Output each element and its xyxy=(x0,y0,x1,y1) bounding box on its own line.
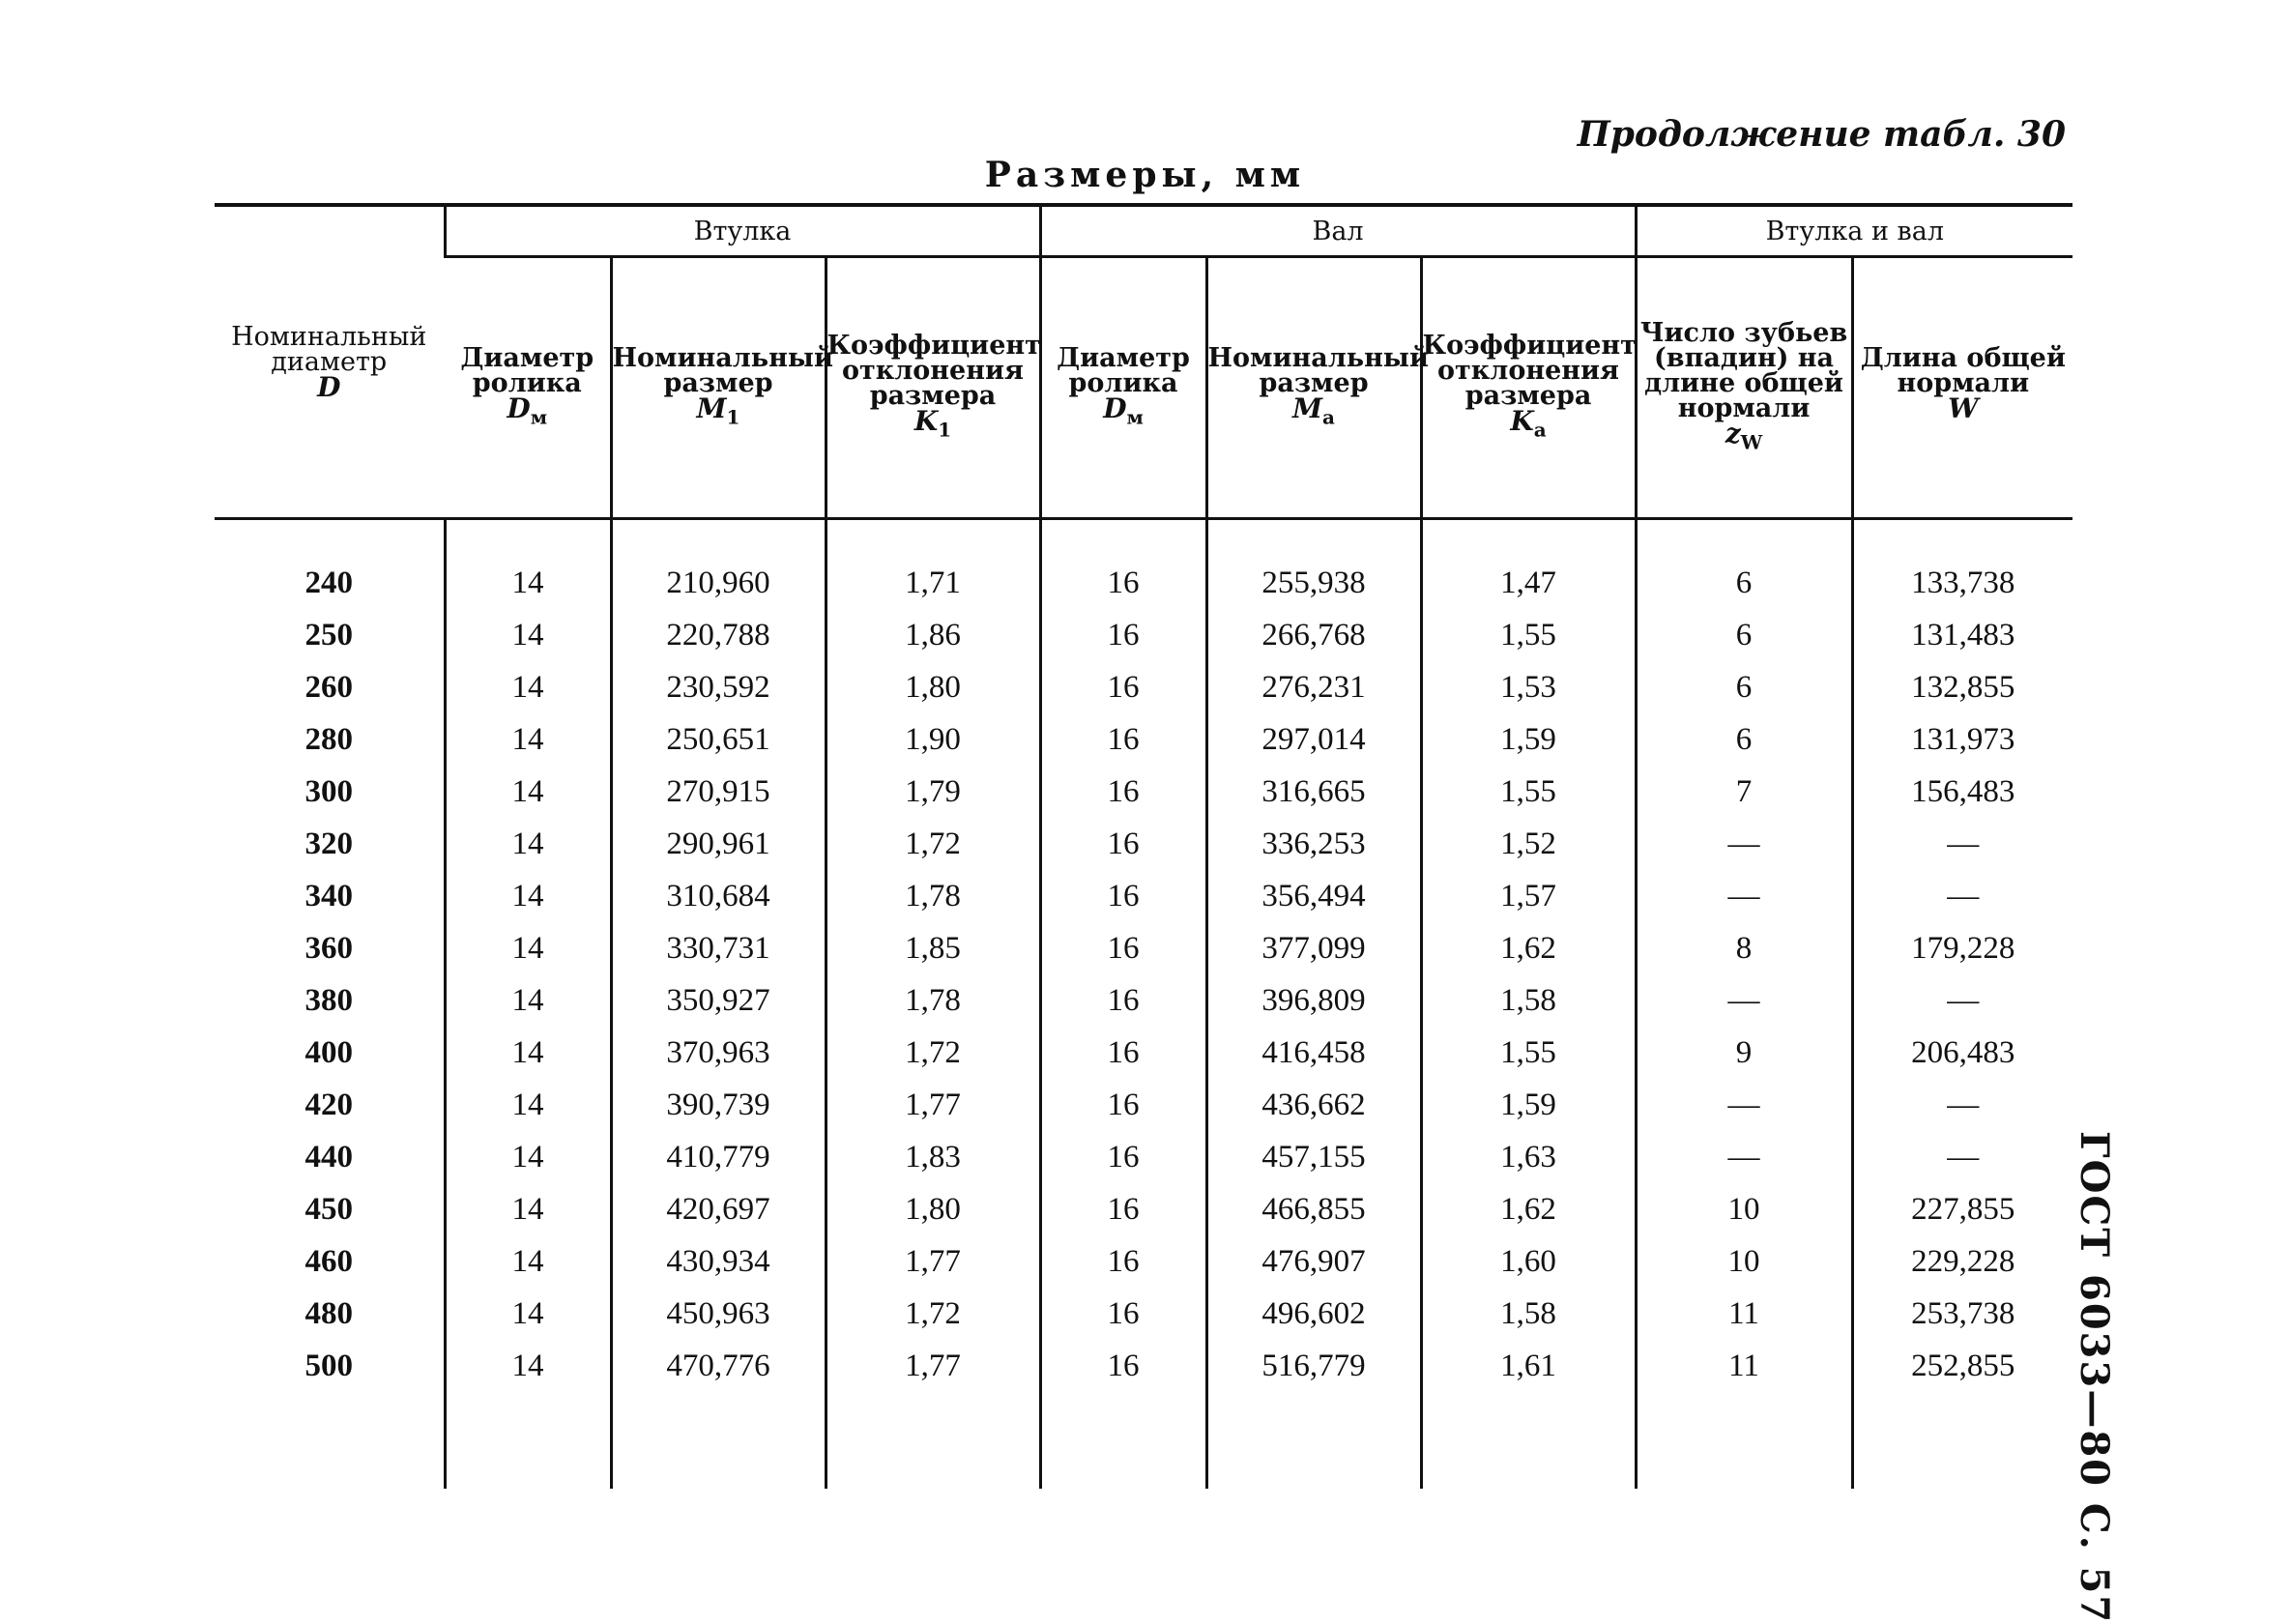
cell-roller-diameter-shaft: 16 xyxy=(1040,1288,1206,1340)
cell-deviation-coef-shaft: 1,55 xyxy=(1421,1027,1636,1079)
header-label: Число зубьев (впадин) на длине общей нормали xyxy=(1639,317,1848,423)
cell-common-normal-length: 133,738 xyxy=(1852,519,2073,610)
header-label: Коэффициент отклонения размера xyxy=(1422,330,1637,411)
cell-roller-diameter-shaft: 16 xyxy=(1040,974,1206,1027)
cell-roller-diameter-shaft: 16 xyxy=(1040,661,1206,713)
cell-deviation-coef-shaft: 1,58 xyxy=(1421,1288,1636,1340)
symbol-subscript: м xyxy=(1126,405,1144,429)
empty-cell xyxy=(1040,1392,1206,1489)
cell-common-normal-length: — xyxy=(1852,870,2073,922)
cell-common-normal-length: 229,228 xyxy=(1852,1235,2073,1288)
table-row xyxy=(215,922,2073,974)
table-bottom-spacer xyxy=(215,1392,2073,1489)
cell-deviation-coef-shaft: 1,55 xyxy=(1421,609,1636,661)
cell-teeth-count: 11 xyxy=(1636,1340,1852,1392)
header-nominal-diameter xyxy=(215,205,445,519)
cell-common-normal-length: 253,738 xyxy=(1852,1288,2073,1340)
header-symbol xyxy=(613,392,825,430)
cell-deviation-coef-shaft: 1,57 xyxy=(1421,870,1636,922)
cell-roller-diameter-bushing: 14 xyxy=(445,1235,611,1288)
cell-deviation-coef-shaft: 1,62 xyxy=(1421,922,1636,974)
cell-nominal-size-shaft: 276,231 xyxy=(1206,661,1421,713)
cell-roller-diameter-bushing: 14 xyxy=(445,818,611,870)
cell-nominal-size-shaft: 356,494 xyxy=(1206,870,1421,922)
cell-common-normal-length: — xyxy=(1852,974,2073,1027)
cell-deviation-coef-shaft: 1,59 xyxy=(1421,713,1636,766)
cell-nominal-diameter: 500 xyxy=(304,1348,353,1383)
cell-nominal-size-shaft: 516,779 xyxy=(1206,1340,1421,1392)
cell-teeth-count: 9 xyxy=(1636,1027,1852,1079)
header-label: Диаметр ролика xyxy=(1057,342,1190,398)
cell-deviation-coef-shaft: 1,63 xyxy=(1421,1131,1636,1183)
cell-roller-diameter-bushing: 14 xyxy=(445,1340,611,1392)
symbol-letter: W xyxy=(1948,392,1979,424)
cell-nominal-size-shaft: 255,938 xyxy=(1206,519,1421,610)
cell-common-normal-length: — xyxy=(1852,1131,2073,1183)
cell-roller-diameter-bushing: 14 xyxy=(445,1027,611,1079)
cell-roller-diameter-shaft: 16 xyxy=(1040,519,1206,610)
cell-nominal-size-shaft: 416,458 xyxy=(1206,1027,1421,1079)
symbol-letter: D xyxy=(507,392,531,424)
table-title: Размеры, мм xyxy=(984,155,1306,195)
table-row xyxy=(215,1340,2073,1392)
header-label: Номинальный размер xyxy=(612,342,833,398)
cell-nominal-diameter: 460 xyxy=(304,1243,353,1279)
table-row xyxy=(215,519,2073,610)
cell-deviation-coef-bushing: 1,77 xyxy=(826,1340,1040,1392)
header-nominal-size-shaft xyxy=(1206,257,1429,519)
cell-deviation-coef-bushing: 1,72 xyxy=(826,1027,1040,1079)
header-roller-diameter-bushing xyxy=(445,257,611,519)
cell-common-normal-length: 156,483 xyxy=(1852,766,2073,818)
header-nominal-size-bushing xyxy=(611,257,833,519)
header-symbol xyxy=(1638,417,1851,455)
cell-roller-diameter-shaft: 16 xyxy=(1040,1183,1206,1235)
cell-nominal-size-shaft: 476,907 xyxy=(1206,1235,1421,1288)
header-nominal-diameter-label: Номинальный диаметр xyxy=(231,321,427,377)
cell-roller-diameter-bushing: 14 xyxy=(445,974,611,1027)
cell-roller-diameter-shaft: 16 xyxy=(1040,609,1206,661)
cell-roller-diameter-bushing: 14 xyxy=(445,870,611,922)
cell-teeth-count: 10 xyxy=(1636,1183,1852,1235)
table-continuation-note: Продолжение табл. 30 xyxy=(1577,114,2066,155)
cell-nominal-size-bushing: 290,961 xyxy=(611,818,826,870)
table-row xyxy=(215,974,2073,1027)
cell-common-normal-length: 206,483 xyxy=(1852,1027,2073,1079)
cell-deviation-coef-bushing: 1,77 xyxy=(826,1079,1040,1131)
cell-nominal-size-shaft: 316,665 xyxy=(1206,766,1421,818)
cell-nominal-size-bushing: 470,776 xyxy=(611,1340,826,1392)
cell-common-normal-length: 131,483 xyxy=(1852,609,2073,661)
cell-nominal-diameter: 320 xyxy=(304,826,353,861)
cell-roller-diameter-shaft: 16 xyxy=(1040,1079,1206,1131)
cell-roller-diameter-shaft: 16 xyxy=(1040,1131,1206,1183)
table-row xyxy=(215,1079,2073,1131)
cell-nominal-size-bushing: 420,697 xyxy=(611,1183,826,1235)
cell-deviation-coef-bushing: 1,86 xyxy=(826,609,1040,661)
cell-roller-diameter-shaft: 16 xyxy=(1040,870,1206,922)
header-roller-diameter-shaft xyxy=(1040,257,1206,519)
cell-nominal-diameter: 420 xyxy=(304,1087,353,1122)
cell-deviation-coef-bushing: 1,80 xyxy=(826,661,1040,713)
cell-nominal-diameter: 240 xyxy=(304,565,353,600)
cell-nominal-size-bushing: 450,963 xyxy=(611,1288,826,1340)
symbol-subscript: W xyxy=(1740,430,1763,454)
cell-deviation-coef-bushing: 1,72 xyxy=(826,818,1040,870)
table-row xyxy=(215,1183,2073,1235)
header-deviation-coef-bushing xyxy=(826,257,1040,519)
cell-common-normal-length: 252,855 xyxy=(1852,1340,2073,1392)
header-label: Диаметр ролика xyxy=(460,342,594,398)
table-row xyxy=(215,1235,2073,1288)
cell-teeth-count: — xyxy=(1636,818,1852,870)
cell-roller-diameter-bushing: 14 xyxy=(445,713,611,766)
cell-roller-diameter-shaft: 16 xyxy=(1040,922,1206,974)
empty-cell xyxy=(826,1392,1040,1489)
header-symbol xyxy=(1423,404,1635,443)
cell-nominal-size-shaft: 336,253 xyxy=(1206,818,1421,870)
cell-nominal-diameter: 280 xyxy=(304,721,353,757)
cell-nominal-diameter: 380 xyxy=(304,982,353,1018)
header-symbol xyxy=(445,392,610,430)
empty-cell xyxy=(1852,1392,2073,1489)
cell-nominal-size-shaft: 496,602 xyxy=(1206,1288,1421,1340)
header-symbol xyxy=(827,404,1039,443)
cell-roller-diameter-shaft: 16 xyxy=(1040,1235,1206,1288)
cell-deviation-coef-shaft: 1,58 xyxy=(1421,974,1636,1027)
dimensions-table xyxy=(215,203,2073,1489)
cell-nominal-size-bushing: 330,731 xyxy=(611,922,826,974)
cell-deviation-coef-bushing: 1,78 xyxy=(826,974,1040,1027)
cell-deviation-coef-shaft: 1,60 xyxy=(1421,1235,1636,1288)
cell-nominal-size-shaft: 377,099 xyxy=(1206,922,1421,974)
symbol-subscript: а xyxy=(1533,418,1547,442)
empty-cell xyxy=(215,1392,445,1489)
symbol-letter: M xyxy=(1292,392,1323,424)
cell-teeth-count: — xyxy=(1636,1079,1852,1131)
cell-nominal-size-bushing: 410,779 xyxy=(611,1131,826,1183)
cell-teeth-count: — xyxy=(1636,974,1852,1027)
table-row xyxy=(215,870,2073,922)
symbol-subscript: а xyxy=(1322,405,1335,429)
cell-deviation-coef-bushing: 1,90 xyxy=(826,713,1040,766)
cell-nominal-size-bushing: 390,739 xyxy=(611,1079,826,1131)
cell-nominal-size-shaft: 457,155 xyxy=(1206,1131,1421,1183)
table-row xyxy=(215,818,2073,870)
cell-nominal-diameter: 400 xyxy=(304,1034,353,1070)
header-symbol xyxy=(1042,392,1205,430)
cell-nominal-diameter: 480 xyxy=(304,1295,353,1331)
cell-deviation-coef-bushing: 1,80 xyxy=(826,1183,1040,1235)
cell-nominal-size-shaft: 266,768 xyxy=(1206,609,1421,661)
cell-roller-diameter-bushing: 14 xyxy=(445,1288,611,1340)
symbol-letter: D xyxy=(1103,392,1127,424)
cell-roller-diameter-shaft: 16 xyxy=(1040,1027,1206,1079)
table-row xyxy=(215,766,2073,818)
cell-common-normal-length: 131,973 xyxy=(1852,713,2073,766)
cell-nominal-size-bushing: 250,651 xyxy=(611,713,826,766)
cell-roller-diameter-bushing: 14 xyxy=(445,661,611,713)
cell-roller-diameter-shaft: 16 xyxy=(1040,766,1206,818)
cell-deviation-coef-shaft: 1,59 xyxy=(1421,1079,1636,1131)
cell-deviation-coef-bushing: 1,83 xyxy=(826,1131,1040,1183)
symbol-letter: z xyxy=(1725,417,1741,450)
cell-teeth-count: — xyxy=(1636,870,1852,922)
header-label: Коэффициент отклонения размера xyxy=(826,330,1041,411)
cell-nominal-size-shaft: 297,014 xyxy=(1206,713,1421,766)
header-teeth-count xyxy=(1636,257,1852,519)
cell-deviation-coef-shaft: 1,53 xyxy=(1421,661,1636,713)
header-symbol xyxy=(1208,392,1420,430)
cell-common-normal-length: — xyxy=(1852,1079,2073,1131)
cell-deviation-coef-bushing: 1,79 xyxy=(826,766,1040,818)
table-row xyxy=(215,1131,2073,1183)
cell-roller-diameter-bushing: 14 xyxy=(445,1183,611,1235)
cell-teeth-count: 6 xyxy=(1636,661,1852,713)
cell-nominal-size-shaft: 396,809 xyxy=(1206,974,1421,1027)
cell-nominal-diameter: 450 xyxy=(304,1191,353,1227)
cell-nominal-size-bushing: 430,934 xyxy=(611,1235,826,1288)
cell-roller-diameter-shaft: 16 xyxy=(1040,1340,1206,1392)
cell-roller-diameter-bushing: 14 xyxy=(445,609,611,661)
table-row xyxy=(215,661,2073,713)
header-label: Длина общей нормали xyxy=(1860,342,2066,398)
cell-roller-diameter-bushing: 14 xyxy=(445,766,611,818)
empty-cell xyxy=(445,1392,611,1489)
cell-roller-diameter-bushing: 14 xyxy=(445,1079,611,1131)
cell-deviation-coef-shaft: 1,52 xyxy=(1421,818,1636,870)
symbol-subscript: 1 xyxy=(938,418,952,442)
cell-nominal-size-bushing: 370,963 xyxy=(611,1027,826,1079)
cell-nominal-size-bushing: 220,788 xyxy=(611,609,826,661)
cell-roller-diameter-bushing: 14 xyxy=(445,1131,611,1183)
cell-teeth-count: 10 xyxy=(1636,1235,1852,1288)
cell-teeth-count: 6 xyxy=(1636,519,1852,610)
cell-nominal-diameter: 250 xyxy=(304,617,353,652)
cell-deviation-coef-shaft: 1,47 xyxy=(1421,519,1636,610)
cell-nominal-size-shaft: 466,855 xyxy=(1206,1183,1421,1235)
cell-deviation-coef-bushing: 1,72 xyxy=(826,1288,1040,1340)
cell-deviation-coef-bushing: 1,71 xyxy=(826,519,1040,610)
cell-nominal-diameter: 340 xyxy=(304,878,353,914)
cell-deviation-coef-shaft: 1,55 xyxy=(1421,766,1636,818)
cell-nominal-diameter: 300 xyxy=(304,773,353,809)
cell-common-normal-length: 179,228 xyxy=(1852,922,2073,974)
header-symbol xyxy=(1854,392,2073,430)
table-row xyxy=(215,609,2073,661)
symbol-subscript: 1 xyxy=(726,405,740,429)
header-deviation-coef-shaft xyxy=(1421,257,1636,519)
cell-teeth-count: 11 xyxy=(1636,1288,1852,1340)
cell-teeth-count: 6 xyxy=(1636,609,1852,661)
empty-cell xyxy=(611,1392,826,1489)
cell-nominal-size-bushing: 350,927 xyxy=(611,974,826,1027)
cell-teeth-count: 7 xyxy=(1636,766,1852,818)
table-row xyxy=(215,1027,2073,1079)
cell-roller-diameter-bushing: 14 xyxy=(445,922,611,974)
cell-nominal-size-bushing: 270,915 xyxy=(611,766,826,818)
cell-common-normal-length: — xyxy=(1852,818,2073,870)
empty-cell xyxy=(1206,1392,1421,1489)
cell-common-normal-length: 227,855 xyxy=(1852,1183,2073,1235)
cell-nominal-diameter: 260 xyxy=(304,669,353,705)
cell-roller-diameter-bushing: 14 xyxy=(445,519,611,610)
standard-page-caption: ГОСТ 6033—80 С. 57 xyxy=(2072,1131,2117,1624)
cell-teeth-count: 8 xyxy=(1636,922,1852,974)
cell-deviation-coef-bushing: 1,77 xyxy=(826,1235,1040,1288)
cell-nominal-size-shaft: 436,662 xyxy=(1206,1079,1421,1131)
cell-deviation-coef-bushing: 1,78 xyxy=(826,870,1040,922)
cell-nominal-diameter: 440 xyxy=(304,1139,353,1174)
header-label: Номинальный размер xyxy=(1207,342,1429,398)
cell-nominal-size-bushing: 310,684 xyxy=(611,870,826,922)
header-nominal-diameter-symbol: D xyxy=(317,370,341,403)
cell-deviation-coef-shaft: 1,62 xyxy=(1421,1183,1636,1235)
empty-cell xyxy=(1636,1392,1852,1489)
group-header-shaft: Вал xyxy=(1040,205,1636,257)
cell-roller-diameter-shaft: 16 xyxy=(1040,818,1206,870)
cell-deviation-coef-shaft: 1,61 xyxy=(1421,1340,1636,1392)
group-header-bushing: Втулка xyxy=(445,205,1040,257)
empty-cell xyxy=(1421,1392,1636,1489)
cell-common-normal-length: 132,855 xyxy=(1852,661,2073,713)
cell-teeth-count: — xyxy=(1636,1131,1852,1183)
cell-deviation-coef-bushing: 1,85 xyxy=(826,922,1040,974)
group-header-bushing-and-shaft: Втулка и вал xyxy=(1636,205,2073,257)
symbol-letter: K xyxy=(913,404,939,437)
header-common-normal-length xyxy=(1852,257,2073,519)
symbol-subscript: м xyxy=(530,405,548,429)
symbol-letter: K xyxy=(1510,404,1534,437)
cell-teeth-count: 6 xyxy=(1636,713,1852,766)
cell-roller-diameter-shaft: 16 xyxy=(1040,713,1206,766)
table-row xyxy=(215,1288,2073,1340)
cell-nominal-size-bushing: 230,592 xyxy=(611,661,826,713)
symbol-letter: M xyxy=(696,392,727,424)
table-row xyxy=(215,713,2073,766)
cell-nominal-size-bushing: 210,960 xyxy=(611,519,826,610)
cell-nominal-diameter: 360 xyxy=(304,930,353,966)
